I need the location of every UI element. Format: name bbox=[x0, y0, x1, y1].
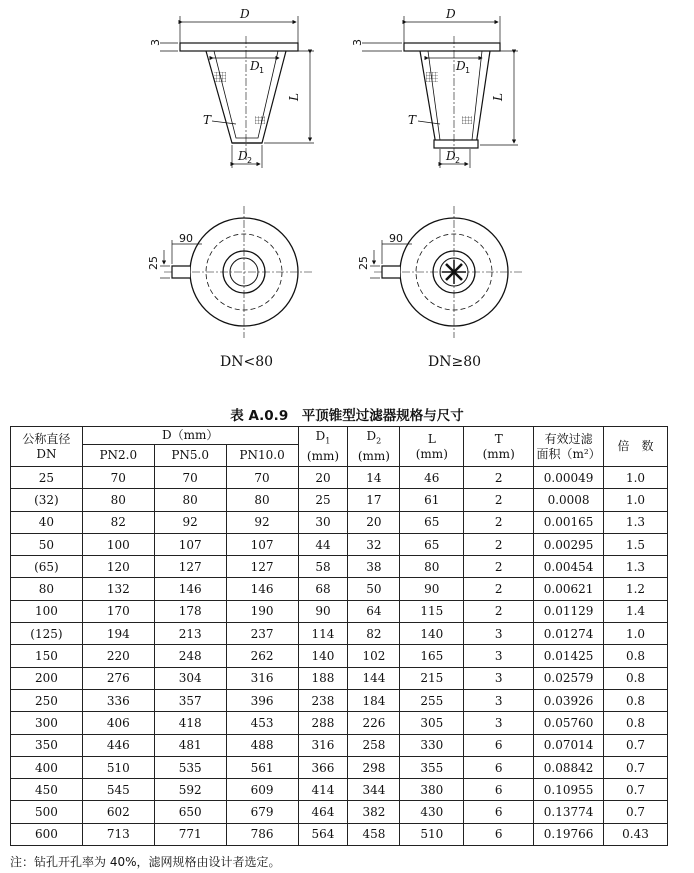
cell-d2: 32 bbox=[348, 533, 400, 555]
cell-d1: 68 bbox=[298, 578, 348, 600]
header-d2 bbox=[348, 427, 400, 467]
cell-pn20: 70 bbox=[82, 467, 154, 489]
cell-multiple: 0.7 bbox=[604, 801, 668, 823]
cell-pn50: 248 bbox=[154, 645, 226, 667]
cell-d1: 188 bbox=[298, 667, 348, 689]
cell-pn50: 418 bbox=[154, 712, 226, 734]
left-plan-drawing bbox=[160, 206, 312, 338]
cell-area: 0.00165 bbox=[534, 511, 604, 533]
cell-pn20: 446 bbox=[82, 734, 154, 756]
cell-t: 2 bbox=[464, 556, 534, 578]
header-area-line2: 面积（m²） bbox=[536, 446, 601, 461]
cell-pn100: 679 bbox=[226, 801, 298, 823]
cell-d2: 82 bbox=[348, 623, 400, 645]
dim-25-label: 25 bbox=[357, 256, 370, 270]
cell-pn20: 545 bbox=[82, 779, 154, 801]
cell-area: 0.10955 bbox=[534, 779, 604, 801]
header-pn100: PN10.0 bbox=[226, 445, 298, 467]
cell-d1: 414 bbox=[298, 779, 348, 801]
cell-multiple: 0.8 bbox=[604, 689, 668, 711]
cell-multiple: 1.4 bbox=[604, 600, 668, 622]
cell-l: 65 bbox=[400, 511, 464, 533]
footnote: 注：钻孔开孔率为 40%，滤网规格由设计者选定。 bbox=[10, 855, 281, 869]
cell-l: 80 bbox=[400, 556, 464, 578]
technical-drawings bbox=[0, 0, 694, 390]
l-label: L bbox=[287, 93, 301, 101]
cell-area: 0.08842 bbox=[534, 756, 604, 778]
cell-pn50: 650 bbox=[154, 801, 226, 823]
cell-t: 3 bbox=[464, 645, 534, 667]
cell-d1: 316 bbox=[298, 734, 348, 756]
cell-multiple: 0.8 bbox=[604, 645, 668, 667]
cell-area: 0.00295 bbox=[534, 533, 604, 555]
header-dn-cn: 公称直径 bbox=[22, 431, 71, 446]
cell-pn100: 453 bbox=[226, 712, 298, 734]
cell-t: 2 bbox=[464, 533, 534, 555]
cell-d2: 64 bbox=[348, 600, 400, 622]
header-d1-subscript: 1 bbox=[325, 436, 331, 446]
table-row bbox=[11, 801, 668, 823]
cell-d1: 90 bbox=[298, 600, 348, 622]
l-label: L bbox=[491, 93, 505, 101]
cell-pn100: 92 bbox=[226, 511, 298, 533]
cell-d2: 226 bbox=[348, 712, 400, 734]
header-d1-unit: (mm) bbox=[306, 448, 340, 463]
header-multiple: 倍 数 bbox=[604, 427, 668, 467]
cell-pn20: 194 bbox=[82, 623, 154, 645]
cell-pn20: 406 bbox=[82, 712, 154, 734]
header-d2-symbol: D bbox=[366, 429, 377, 444]
cell-pn20: 276 bbox=[82, 667, 154, 689]
cell-l: 430 bbox=[400, 801, 464, 823]
cell-dn: 500 bbox=[11, 801, 83, 823]
cell-dn: 600 bbox=[11, 823, 83, 845]
header-l-unit: (mm) bbox=[415, 446, 448, 461]
table-row bbox=[11, 578, 668, 600]
cell-pn50: 80 bbox=[154, 489, 226, 511]
table-row bbox=[11, 600, 668, 622]
cell-pn50: 92 bbox=[154, 511, 226, 533]
t-label: T bbox=[203, 113, 212, 127]
cell-area: 0.00454 bbox=[534, 556, 604, 578]
cell-pn100: 609 bbox=[226, 779, 298, 801]
cell-d1: 20 bbox=[298, 467, 348, 489]
table-row bbox=[11, 533, 668, 555]
cell-multiple: 0.8 bbox=[604, 667, 668, 689]
header-t-symbol: T bbox=[494, 431, 503, 446]
right-elevation-labels bbox=[351, 7, 505, 165]
table-row bbox=[11, 511, 668, 533]
cell-d1: 44 bbox=[298, 533, 348, 555]
cell-area: 0.03926 bbox=[534, 689, 604, 711]
cell-pn100: 316 bbox=[226, 667, 298, 689]
cell-d1: 140 bbox=[298, 645, 348, 667]
d2-sub: 2 bbox=[455, 156, 461, 165]
cell-area: 0.02579 bbox=[534, 667, 604, 689]
header-l-symbol: L bbox=[427, 431, 436, 446]
cell-d1: 288 bbox=[298, 712, 348, 734]
cell-area: 0.05760 bbox=[534, 712, 604, 734]
left-elevation-labels bbox=[149, 7, 301, 165]
cell-pn50: 357 bbox=[154, 689, 226, 711]
cell-d2: 344 bbox=[348, 779, 400, 801]
cell-pn50: 146 bbox=[154, 578, 226, 600]
cell-pn50: 481 bbox=[154, 734, 226, 756]
cell-dn: 400 bbox=[11, 756, 83, 778]
d1-sub: 1 bbox=[465, 66, 471, 75]
cell-multiple: 1.0 bbox=[604, 623, 668, 645]
cell-multiple: 0.43 bbox=[604, 823, 668, 845]
cell-pn100: 190 bbox=[226, 600, 298, 622]
header-d2-unit: (mm) bbox=[357, 448, 390, 463]
cell-multiple: 0.7 bbox=[604, 734, 668, 756]
dn-large-label: DN≥80 bbox=[428, 354, 482, 370]
cell-d2: 144 bbox=[348, 667, 400, 689]
cell-dn: 150 bbox=[11, 645, 83, 667]
cell-dn: (125) bbox=[11, 623, 83, 645]
cell-d2: 458 bbox=[348, 823, 400, 845]
cell-pn20: 170 bbox=[82, 600, 154, 622]
header-dn-en: DN bbox=[36, 446, 57, 461]
right-plan-drawing bbox=[370, 206, 522, 338]
cell-pn100: 262 bbox=[226, 645, 298, 667]
right-elevation-drawing bbox=[362, 16, 518, 168]
cell-pn100: 80 bbox=[226, 489, 298, 511]
cell-t: 3 bbox=[464, 667, 534, 689]
cell-multiple: 1.0 bbox=[604, 467, 668, 489]
cell-dn: 80 bbox=[11, 578, 83, 600]
cell-multiple: 1.5 bbox=[604, 533, 668, 555]
cell-pn20: 220 bbox=[82, 645, 154, 667]
cell-d1: 114 bbox=[298, 623, 348, 645]
cell-pn50: 213 bbox=[154, 623, 226, 645]
cell-l: 510 bbox=[400, 823, 464, 845]
cell-d2: 14 bbox=[348, 467, 400, 489]
d2-label: D bbox=[446, 149, 456, 163]
d2-sub: 2 bbox=[247, 156, 253, 165]
t-label: T bbox=[408, 113, 417, 127]
d2-label: D bbox=[238, 149, 248, 163]
header-dn bbox=[11, 427, 83, 467]
cell-dn: 100 bbox=[11, 600, 83, 622]
cell-t: 6 bbox=[464, 823, 534, 845]
flange-thickness-label: 3 bbox=[149, 39, 162, 46]
header-d1 bbox=[298, 427, 348, 467]
header-pn50: PN5.0 bbox=[154, 445, 226, 467]
table-caption: 表 A.0.9 平顶锥型过滤器规格与尺寸 bbox=[230, 408, 464, 424]
cell-pn100: 786 bbox=[226, 823, 298, 845]
filter-spec-table bbox=[10, 426, 668, 846]
cell-dn: 450 bbox=[11, 779, 83, 801]
d1-sub: 1 bbox=[259, 66, 265, 75]
dim-90-label: 90 bbox=[389, 232, 403, 245]
cell-area: 0.19766 bbox=[534, 823, 604, 845]
cell-dn: (32) bbox=[11, 489, 83, 511]
cell-t: 2 bbox=[464, 511, 534, 533]
header-area-line1: 有效过滤 bbox=[544, 431, 593, 446]
cell-pn100: 70 bbox=[226, 467, 298, 489]
cell-area: 0.0008 bbox=[534, 489, 604, 511]
cell-d2: 258 bbox=[348, 734, 400, 756]
header-l bbox=[400, 427, 464, 467]
table-row bbox=[11, 556, 668, 578]
cell-t: 2 bbox=[464, 600, 534, 622]
header-d2-subscript: 2 bbox=[376, 436, 382, 446]
cell-t: 3 bbox=[464, 689, 534, 711]
table-row bbox=[11, 779, 668, 801]
cell-dn: (65) bbox=[11, 556, 83, 578]
d-label: D bbox=[240, 7, 250, 21]
cell-multiple: 0.7 bbox=[604, 779, 668, 801]
table-row bbox=[11, 667, 668, 689]
cell-pn50: 70 bbox=[154, 467, 226, 489]
table-row bbox=[11, 467, 668, 489]
header-d-group: D（mm） bbox=[82, 427, 298, 445]
cell-area: 0.00621 bbox=[534, 578, 604, 600]
d1-label: D bbox=[456, 59, 466, 73]
cell-t: 6 bbox=[464, 779, 534, 801]
header-d1-symbol: D bbox=[315, 429, 326, 444]
cell-t: 6 bbox=[464, 734, 534, 756]
cell-pn100: 127 bbox=[226, 556, 298, 578]
cell-t: 2 bbox=[464, 578, 534, 600]
cell-multiple: 1.3 bbox=[604, 556, 668, 578]
cell-pn20: 713 bbox=[82, 823, 154, 845]
cell-l: 46 bbox=[400, 467, 464, 489]
cell-l: 380 bbox=[400, 779, 464, 801]
cell-pn100: 146 bbox=[226, 578, 298, 600]
table-row bbox=[11, 689, 668, 711]
cell-l: 330 bbox=[400, 734, 464, 756]
cell-l: 90 bbox=[400, 578, 464, 600]
cell-area: 0.01129 bbox=[534, 600, 604, 622]
header-pn20: PN2.0 bbox=[82, 445, 154, 467]
cell-d2: 50 bbox=[348, 578, 400, 600]
cell-pn50: 592 bbox=[154, 779, 226, 801]
cell-pn20: 80 bbox=[82, 489, 154, 511]
cell-pn100: 237 bbox=[226, 623, 298, 645]
cell-d1: 564 bbox=[298, 823, 348, 845]
dn-small-label: DN<80 bbox=[220, 354, 274, 370]
cell-d2: 184 bbox=[348, 689, 400, 711]
cell-d1: 30 bbox=[298, 511, 348, 533]
cell-l: 305 bbox=[400, 712, 464, 734]
cell-pn20: 100 bbox=[82, 533, 154, 555]
cell-dn: 50 bbox=[11, 533, 83, 555]
cell-pn20: 132 bbox=[82, 578, 154, 600]
cell-pn100: 561 bbox=[226, 756, 298, 778]
cell-l: 140 bbox=[400, 623, 464, 645]
table-row bbox=[11, 645, 668, 667]
cell-t: 2 bbox=[464, 489, 534, 511]
cell-d2: 382 bbox=[348, 801, 400, 823]
cell-pn20: 510 bbox=[82, 756, 154, 778]
flange-thickness-label: 3 bbox=[351, 39, 364, 46]
cell-dn: 350 bbox=[11, 734, 83, 756]
cell-pn20: 336 bbox=[82, 689, 154, 711]
cell-d1: 366 bbox=[298, 756, 348, 778]
cell-pn20: 120 bbox=[82, 556, 154, 578]
cell-pn20: 82 bbox=[82, 511, 154, 533]
header-area bbox=[534, 427, 604, 467]
cell-t: 6 bbox=[464, 756, 534, 778]
cell-d2: 298 bbox=[348, 756, 400, 778]
table-row bbox=[11, 489, 668, 511]
cell-multiple: 0.7 bbox=[604, 756, 668, 778]
table-row bbox=[11, 623, 668, 645]
cell-l: 355 bbox=[400, 756, 464, 778]
cell-area: 0.07014 bbox=[534, 734, 604, 756]
cell-dn: 250 bbox=[11, 689, 83, 711]
cell-area: 0.01425 bbox=[534, 645, 604, 667]
cell-d2: 20 bbox=[348, 511, 400, 533]
cell-t: 6 bbox=[464, 801, 534, 823]
cell-pn100: 107 bbox=[226, 533, 298, 555]
cell-d2: 17 bbox=[348, 489, 400, 511]
cell-dn: 200 bbox=[11, 667, 83, 689]
cell-l: 65 bbox=[400, 533, 464, 555]
dim-25-label: 25 bbox=[147, 256, 160, 270]
cell-l: 115 bbox=[400, 600, 464, 622]
cell-pn50: 178 bbox=[154, 600, 226, 622]
cell-multiple: 1.3 bbox=[604, 511, 668, 533]
left-elevation-drawing bbox=[160, 16, 314, 168]
left-plan-labels bbox=[147, 232, 193, 270]
header-t-unit: (mm) bbox=[482, 446, 515, 461]
cell-d1: 238 bbox=[298, 689, 348, 711]
dim-90-label: 90 bbox=[179, 232, 193, 245]
cell-pn100: 396 bbox=[226, 689, 298, 711]
table-row bbox=[11, 756, 668, 778]
cell-pn50: 771 bbox=[154, 823, 226, 845]
cell-l: 215 bbox=[400, 667, 464, 689]
d-label: D bbox=[446, 7, 456, 21]
cell-t: 3 bbox=[464, 623, 534, 645]
cell-d1: 25 bbox=[298, 489, 348, 511]
cell-pn50: 107 bbox=[154, 533, 226, 555]
cell-l: 61 bbox=[400, 489, 464, 511]
cell-area: 0.00049 bbox=[534, 467, 604, 489]
d1-label: D bbox=[250, 59, 260, 73]
table-row bbox=[11, 734, 668, 756]
cell-area: 0.01274 bbox=[534, 623, 604, 645]
table-row bbox=[11, 712, 668, 734]
table-body bbox=[11, 467, 668, 846]
right-plan-labels bbox=[357, 232, 403, 270]
cell-pn20: 602 bbox=[82, 801, 154, 823]
cell-multiple: 1.2 bbox=[604, 578, 668, 600]
cell-t: 2 bbox=[464, 467, 534, 489]
cell-pn100: 488 bbox=[226, 734, 298, 756]
cell-l: 255 bbox=[400, 689, 464, 711]
cell-area: 0.13774 bbox=[534, 801, 604, 823]
cell-d1: 58 bbox=[298, 556, 348, 578]
cell-pn50: 304 bbox=[154, 667, 226, 689]
cell-dn: 40 bbox=[11, 511, 83, 533]
cell-d2: 102 bbox=[348, 645, 400, 667]
cell-pn50: 535 bbox=[154, 756, 226, 778]
cell-pn50: 127 bbox=[154, 556, 226, 578]
cell-d2: 38 bbox=[348, 556, 400, 578]
cell-d1: 464 bbox=[298, 801, 348, 823]
cell-multiple: 1.0 bbox=[604, 489, 668, 511]
cell-dn: 25 bbox=[11, 467, 83, 489]
cell-dn: 300 bbox=[11, 712, 83, 734]
table-row bbox=[11, 823, 668, 845]
cell-multiple: 0.8 bbox=[604, 712, 668, 734]
header-t bbox=[464, 427, 534, 467]
cell-l: 165 bbox=[400, 645, 464, 667]
drawings-area bbox=[0, 0, 694, 390]
cell-t: 3 bbox=[464, 712, 534, 734]
